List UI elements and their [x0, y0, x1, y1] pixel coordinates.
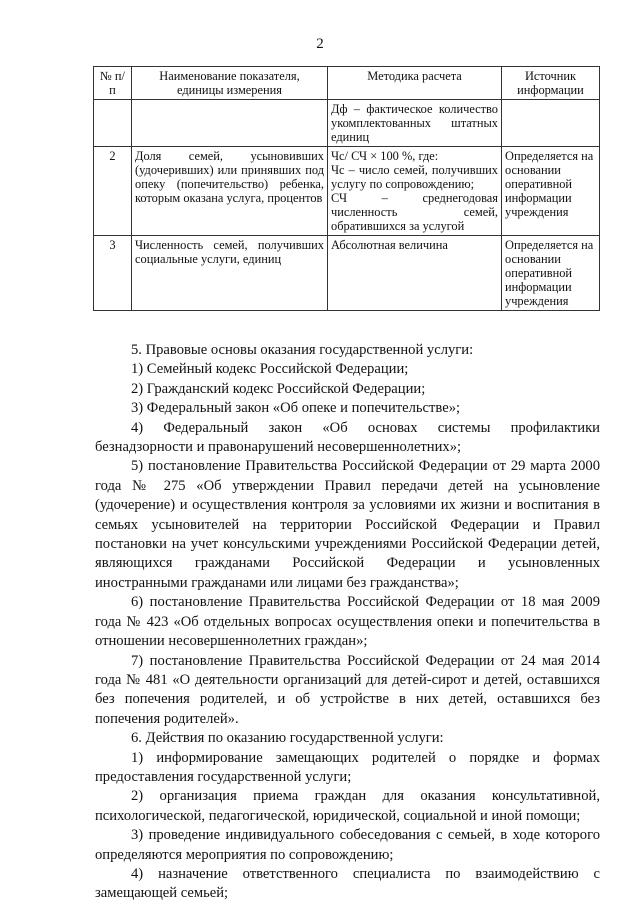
table-row [94, 147, 600, 236]
cell-method [328, 236, 502, 311]
cell-indicator-name [132, 100, 328, 147]
method-line: СЧ – среднегодовая численность семей, обратившихся за услугой [331, 191, 498, 233]
table-row [94, 236, 600, 311]
list-item: 4) назначение ответственного специалиста по взаимодействию с замещающей семьей; [95, 865, 600, 902]
header-method: Методика расчета [328, 67, 502, 100]
cell-number: 2 [94, 147, 132, 236]
list-item: 1) Семейный кодекс Российской Федерации; [131, 361, 409, 378]
list-item: 2) Гражданский кодекс Российской Федерации; [131, 380, 426, 397]
section-heading: 6. Действия по оказанию государственной услуги: [131, 730, 444, 747]
indicators-table [93, 66, 600, 311]
table-row [94, 100, 600, 147]
cell-number [94, 100, 132, 147]
list-item: 1) информирование замещающих родителей о порядке и формах предоставления государственной услуги; [95, 749, 600, 785]
section-heading: 5. Правовые основы оказания государственной услуги: [131, 342, 474, 358]
cell-indicator-name: Численность семей, получивших социальные услуги, единиц [132, 236, 328, 311]
list-item: 2) организация приема граждан для оказания консультативной, психологической, педагогической, юридической, социальной и иной помощи; [95, 788, 600, 824]
cell-source [502, 100, 600, 147]
list-item: 4) Федеральный закон «Об основах системы профилактики безнадзорности и правонарушений несовершеннолетних»; [95, 419, 600, 456]
list-item: 6) постановление Правительства Российской Федерации от 18 мая 2009 года № 423 «Об отдельных вопросах осуществления опеки и попечительства в отношении несовершеннолетних граждан»; [95, 594, 600, 650]
method-line: Чс/ СЧ × 100 %, где: [331, 149, 439, 163]
cell-source: Определяется на основании оперативной информации учреждения [502, 236, 600, 311]
list-item: 3) проведение индивидуального собеседования с семьей, в ходе которого определяются мероприятия по сопровождению; [95, 827, 600, 863]
document-body [95, 341, 600, 904]
header-indicator-name: Наименование показателя, единицы измерения [132, 67, 328, 100]
cell-method [328, 147, 502, 236]
cell-method: Дф – фактическое количество укомплектованных штатных единиц [328, 100, 502, 147]
header-number: № п/п [94, 67, 132, 100]
list-item: 5) постановление Правительства Российской Федерации от 29 марта 2000 года № 275 «Об утверждении Правил передачи детей на усыновление (удочерение) и осуществления контроля за условиями их жизни и воспитания в семьях усыновителей на территории Российской Федерации и Правил постановки на учет консульскими учреждениями Российской Федерации детей, являющихся гражданами Российской Федерации и усыновленных иностранными гражданами или лицами без гражданства»; [95, 458, 600, 591]
table-header-row [94, 67, 600, 100]
method-line: Чс – число семей, получивших услугу по сопровождению; [331, 163, 498, 191]
cell-number: 3 [94, 236, 132, 311]
header-source: Источник информации [502, 67, 600, 100]
cell-indicator-name: Доля семей, усыновивших (удочеривших) или принявших под опеку (попечительство) ребенка, которым оказана услуга, процентов [132, 147, 328, 236]
list-item: 7) постановление Правительства Российской Федерации от 24 мая 2014 года № 481 «О деятельности организаций для детей-сирот и детей, оставшихся без попечения родителей, и об устройстве в них детей, оставшихся без попечения родителей». [95, 652, 600, 727]
method-line: Абсолютная величина [331, 238, 448, 252]
page-number: 2 [316, 36, 324, 52]
list-item: 3) Федеральный закон «Об опеке и попечительстве»; [131, 400, 461, 417]
cell-source: Определяется на основании оперативной информации учреждения [502, 147, 600, 236]
